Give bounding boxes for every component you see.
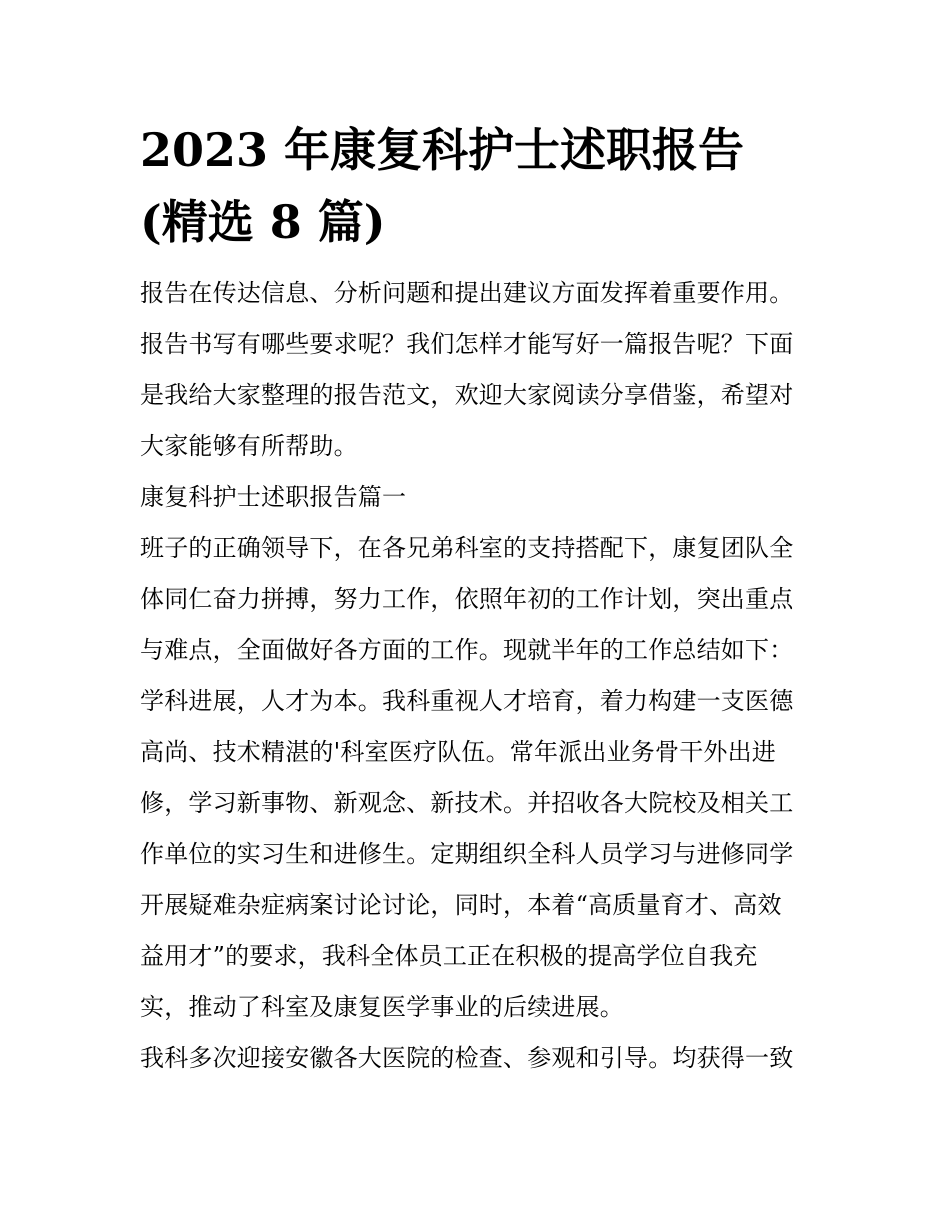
- body-line: 开展疑难杂症病案讨论讨论，同时，本着“高质量育才、高效: [140, 891, 782, 919]
- body-line: 体同仁奋力拼搏，努力工作，依照年初的工作计划，突出重点: [140, 585, 794, 613]
- body-line: 作单位的实习生和进修生。定期组织全科人员学习与进修同学: [140, 840, 794, 868]
- title-line-2: (精选 8 篇): [140, 195, 386, 249]
- body-line: 与难点，全面做好各方面的工作。现就半年的工作总结如下：: [140, 636, 794, 664]
- section-heading: 康复科护士述职报告篇一: [140, 483, 407, 511]
- body-line: 是我给大家整理的报告范文，欢迎大家阅读分享借鉴，希望对: [140, 381, 794, 409]
- document-page: [140, 0, 820, 1084]
- body-line: 实，推动了科室及康复医学事业的后续进展。: [140, 993, 624, 1021]
- document-body: [140, 268, 820, 1084]
- document-title: [140, 114, 820, 258]
- body-line: 学科进展，人才为本。我科重视人才培育，着力构建一支医德: [140, 687, 794, 715]
- body-line: 我科多次迎接安徽各大医院的检查、参观和引导。均获得一致: [140, 1044, 794, 1072]
- title-line-1: 2023 年康复科护士述职报告: [140, 123, 745, 177]
- body-line: 班子的正确领导下，在各兄弟科室的支持搭配下，康复团队全: [140, 534, 794, 562]
- body-line: 大家能够有所帮助。: [140, 432, 358, 460]
- body-line: 报告书写有哪些要求呢？我们怎样才能写好一篇报告呢？下面: [140, 330, 794, 358]
- body-line: 报告在传达信息、分析问题和提出建议方面发挥着重要作用。: [140, 279, 794, 307]
- body-line: 益用才”的要求，我科全体员工正在积极的提高学位自我充: [140, 942, 758, 970]
- body-line: 修，学习新事物、新观念、新技术。并招收各大院校及相关工: [140, 789, 794, 817]
- body-line: 高尚、技术精湛的'科室医疗队伍。常年派出业务骨干外出进: [140, 738, 776, 766]
